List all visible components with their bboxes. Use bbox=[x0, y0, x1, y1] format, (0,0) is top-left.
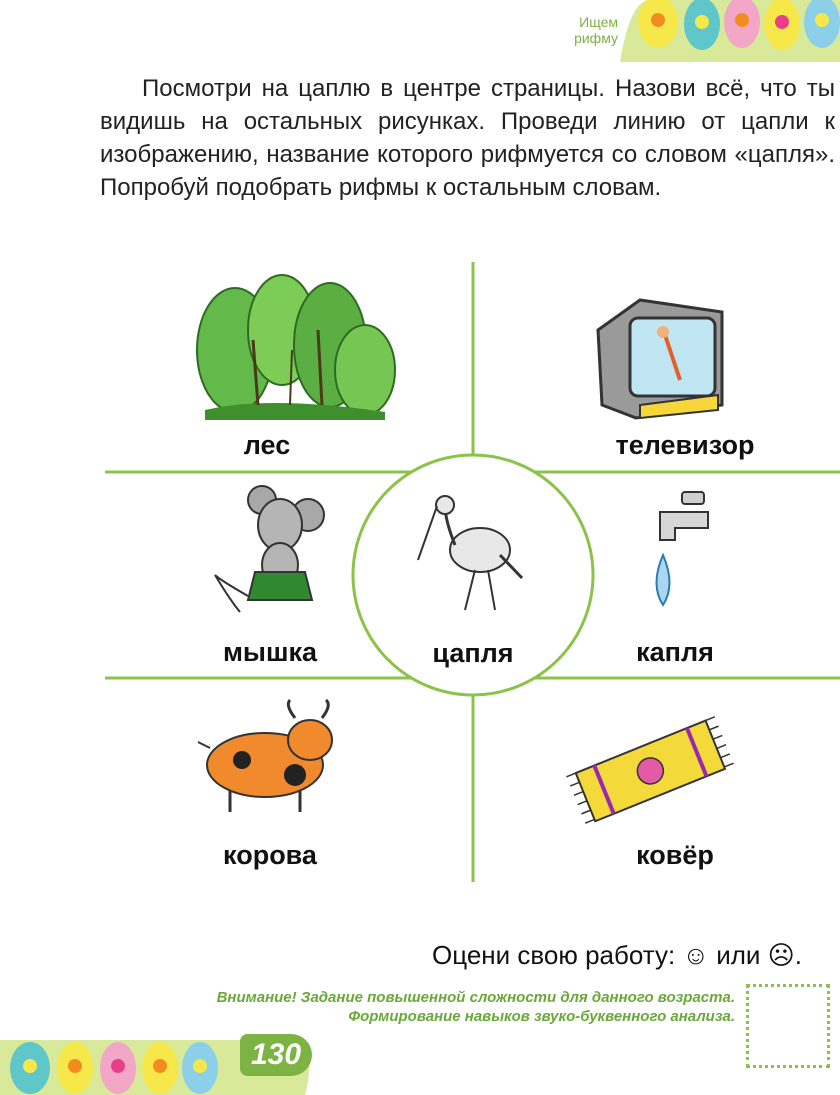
label-les: лес bbox=[243, 430, 291, 460]
label-kaplya: капля bbox=[636, 637, 714, 667]
label-televizor: телевизор bbox=[615, 430, 755, 460]
instructions-text: Посмотри на цаплю в центре страницы. Назови всё, что ты видишь на остальных рисунках. Проведи линию от цапли к изображению, название которого рифмуется со словом «цапля». Попробуй подобрать рифмы к остальным словам. bbox=[100, 75, 835, 201]
section-title: Ищем рифму bbox=[574, 14, 618, 46]
note-line-1: Внимание! Задание повышенной сложности для данного возраста. bbox=[216, 989, 735, 1006]
label-myshka: мышка bbox=[222, 637, 318, 667]
drop-icon bbox=[657, 492, 709, 605]
page-number: 130 bbox=[240, 1034, 312, 1076]
label-tsaplya: цапля bbox=[432, 638, 514, 668]
tv-icon bbox=[598, 300, 722, 418]
self-check-text: Оцени свою работу: ☺ или ☹. bbox=[432, 940, 802, 970]
forest-icon bbox=[197, 275, 395, 420]
mouse-icon bbox=[215, 486, 324, 612]
rug-icon bbox=[566, 717, 734, 825]
cow-icon bbox=[198, 700, 332, 812]
label-korova: корова bbox=[223, 840, 317, 870]
label-kover: ковёр bbox=[636, 840, 714, 870]
difficulty-note bbox=[217, 988, 735, 1026]
grade-box bbox=[746, 984, 830, 1068]
note-line-2: Формирование навыков звуко-буквенного анализа. bbox=[348, 1008, 735, 1025]
